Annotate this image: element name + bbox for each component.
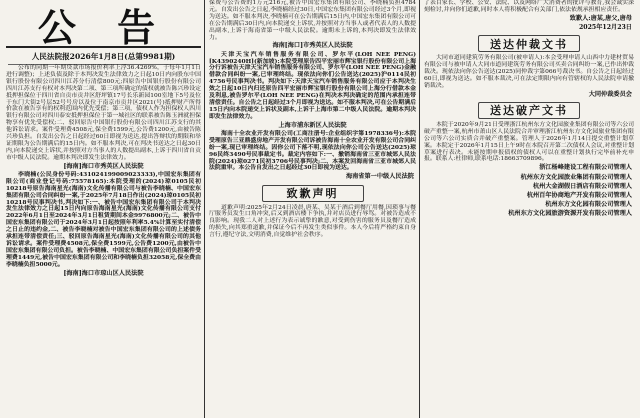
court-signature: 海南[海口]市秀英区人民法院: [272, 42, 353, 50]
court-signature: 大同仲裁委员会: [588, 90, 632, 98]
notice-text: 保费与公告费的1万元216元,被告中国宏东集团有限公司、李晓楠负担4784元。自发出公告之日起,李晓楠经过30日,中国宏东集团有限公司经过3个月,即视为送达。如不服本判决,李晓楠可在公告期满后15日内,中国宏东集团有限公司可在公告期满后30日内,向本院递交上诉状,并按照对方当事人或者代表人的人数提出副本,上诉于海南省第一中级人民法院。逾期未上诉的,本判决即发生法律效力。: [209, 0, 416, 41]
manager-signature: 杭州东方文化园旅游资源开发有限公司管理人: [508, 210, 632, 218]
notice-text: 天津天宝汽车销售服务有限公司、罗尔平(LOH NEE PENG)[K4390240H](新加坡):本院受理原告四平宏丽市辉宝银行股份有限公司上海分行诉被告天津天宝汽车销售服务有限公司、罗尔平(LOH NEE PENG)金融借款合同纠纷一案,已审理终结。现依法向你们公告送达(2025)沪0114民初4756号民事判决书。判决如下:天津天宝汽车销售服务有限公司应于本判决生效之日起10日内归还原告四平宏丽市辉宝银行股份有限公司上海分行借款本金及利息,被告罗尔平(LOH NEE PENG)在判决本判决确定的范围内承担连带清偿责任。自公告之日起经过3个月即视为送达。如不服本判决,可在公告期满后15日内向本院递交上诉状及副本,上诉于上海市第二中级人民法院。逾期本判决即发生法律效力。: [209, 50, 416, 120]
manager-signature: 杭州东方文化园有限公司管理人: [545, 201, 632, 209]
masthead-title: 公 告: [6, 2, 201, 48]
notice-text: 了表目家长、学校、公安、法院、以及网络广大消费者的批评与教育,我会诚实深刻检讨,并向你们道歉,同时本人将积极配合有关部门,依法依规承担相应责任。: [424, 0, 634, 13]
court-signature: 上海市浦东新区人民法院: [278, 121, 347, 129]
court-signature: [海南]海口市秀英区人民法院: [63, 162, 144, 170]
column-middle: [207, 0, 418, 418]
notice-date: 2025年12月23日: [578, 24, 632, 32]
apology-signature: 致歉人:唐某,唐父,唐母: [569, 14, 632, 22]
notice-text: 本院于2020年9月21日受理浙江杭州东方文化园旅业集团有限公司等六公司破产重整一案,杭州市萧山区人民法院合并审理浙江杭州东方文化园旅业集团有限公司等六公司实质合并破产重整案。管理人于2026年1月14日提交重整计划草案。本院定于2026年1月15日上午9时在本院召开第二次债权人会议,对重整计划草案进行表决。未能按期申报债权的债权人可以在重整计划执行完毕前补充申报。联系人:杜律师,联系电话:18663709896。: [424, 121, 634, 163]
notice-text: 李晓楠(公民身份号码:431024199009023333),中国宏东集团有限公司(商业登记号码:75578165):本院受理的(2024)琼0105民初10218号原告海南星光(海南)文化传播有限公司与被告李晓楠、中国宏东集团有限公司合同纠纷一案,于2025年7月18日作出(2024)琼0105民初10218号民事判决书,判决如下:一、被告中国宏东集团有限公司于本判决发生法律效力之日起15日内向原告海南星光(海南)文化传播有限公司支付2022年6月1日至2024年3月1日租赁期间本金9976800元;二、被告中国宏东集团有限公司于2024年3月1日起按照年利率5.4%计算至实付清偿之日止的违约金,二、被告李晓楠对被告中国宏东集团有限公司的上述债务承担连带清偿责任;三、驳回原告海南星光(海南)文化传播有限公司的其他诉讼请求。案件受理费4508元,保全费1599元,公告费1200元,由被告中国宏东集团有限公司负担。被告李晓楠、中国宏东集团有限公司负担案件受理费1449元,被告中国宏东集团有限公司和李晓楠负担32058元,保全费由李晓楠负担5000元。: [6, 170, 201, 268]
notice-text: 海南十全农业开发有限公司(工商注册号:企业组织字第1978336号):本院受理原告三亚鼎盛房地产开发有限公司诉被告海南十全农业开发有限公司合同纠纷一案,现已审理终结。因你公司下落不明,现依法向你公司公告送达(2025)琼96民终3490号民事裁定书。裁定内容如下:一、撤销海南省三亚市城郊人民法院(2024)琼0271民初3706号民事判决;二、本案发回海南省三亚市城郊人民法院重审。本公告自发出之日起经过30日即视为送达。: [209, 129, 416, 172]
notice-text: 公布的同期一年期贷款市场报价利率上浮36.4269%，于每年1月1日进行调整)；上述负债及除于本判决发生法律效力之日起10日内向股东中国银行股份有限公司四川江苏分行清偿800元;四原告中国银行股份有限公司四川江苏支行有权对本判决第二项、第三项所确定的债权就被告陈兴珍设定抵押担保位于四川省自贡市贡井区舒坪镇17号长乐新园100室地下5号及位于东门大街2号层52号号房以及位于南京市贡井区2021(号)抵押财产所得价款在被告享有的权利范围内优先受偿；第三项，债权人作为担保权人四川银行有限公司对四川泰安抵押担保位于第一城社区的联系被告陈玉洲就担保物享有优先受偿权;二、驳回原告中国银行股份有限公司四川江苏支行的其他诉讼请求。案件受理费4508元,保全费1599元,公告费1200元,由被告陈兴珍负担。自发出公告之日起经过60日即视为送达,提出答辩状的期限和举证期限为公告期满后的15日内。如不服本判决,可在判决书送达之日起30日内,向本院递交上诉状,并按照对方当事人的人数提出副本,上诉于四川省自贡市中级人民法院。逾期本判决即发生法律效力。: [6, 65, 201, 161]
court-signature: 海南省第一中级人民法院: [345, 173, 414, 181]
section-banner: 送达破产文书: [478, 102, 580, 119]
manager-signature: 浙江杨峰建设工程有限公司管理人: [539, 164, 632, 172]
manager-signature: 杭州大金湖假日酒店有限公司管理人: [533, 182, 632, 190]
notice-text: 道歉声明:2025年2月24日凌晨,唐某、吴某于酒后到餐厅用餐,因琐事与餐厅服务员发生口角冲突,后又到酒店楼下争执,并对店员进行辱骂。对被告造成不良影响。现我二人对上述行为表示诚挚的歉意,对受到伤害的服务员及餐厅造成的损失,向其郑重道歉,并保证今后不再发生类似事件。本人今后将严格约束自身言行,遵纪守法,文明消费,自觉维护社会秩序。: [209, 204, 416, 239]
issue-line: 人民法院报2026年1月8日(总第9981期): [8, 48, 199, 65]
column-left: [4, 0, 203, 418]
column-divider: [204, 0, 205, 418]
column-right: [422, 0, 636, 418]
column-divider: [419, 0, 420, 418]
section-banner: 致歉声明: [262, 185, 364, 202]
court-signature: [海南]海口市琼山区人民法院: [63, 269, 144, 277]
notice-text: 大同市道同建筑劳务有限公司(被申请人):本会受理申请人山西中力建材贸易有限公司与被申请人大同市道同建筑劳务有限公司买卖合同纠纷一案,已作出仲裁裁决。现依法向你公告送达(2025)同仲裁字第066号裁决书。自公告之日起经过60日,即视为送达。如不服本裁决,可在法定期限内向有管辖权的人民法院申请撤销裁决。: [424, 55, 634, 89]
manager-signature: 杭州东方文化园旅业集团有限公司管理人: [520, 173, 632, 181]
section-banner: 送达仲裁文书: [478, 35, 580, 52]
manager-signature: 杭州百年协商地产开发有限公司管理人: [526, 192, 632, 199]
